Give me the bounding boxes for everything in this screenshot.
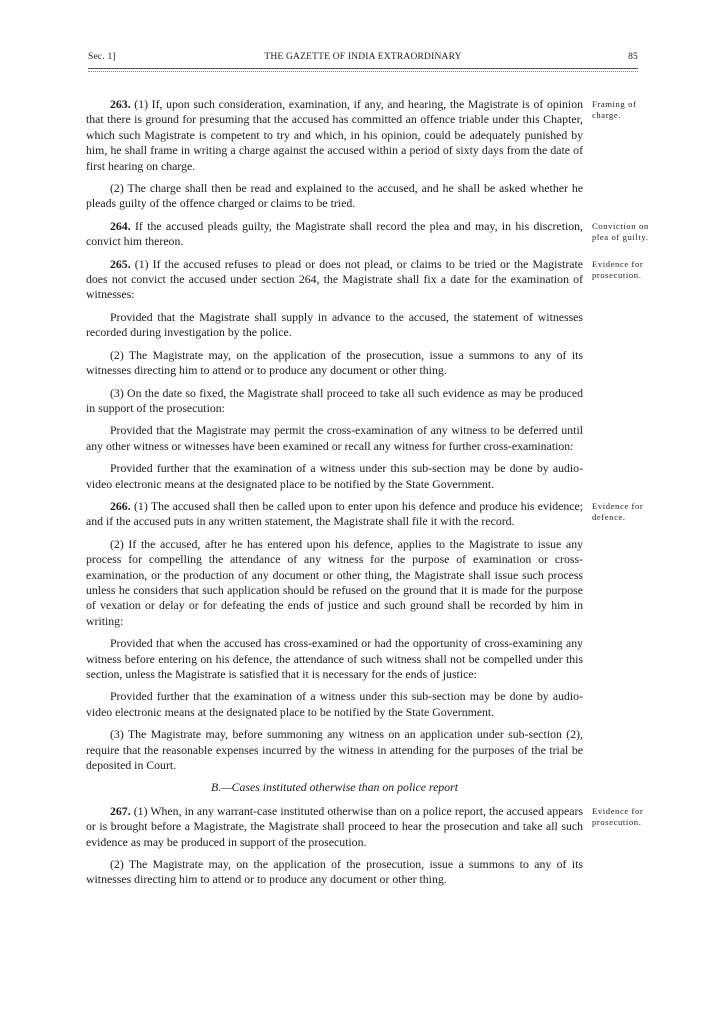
paragraph — [86, 636, 583, 682]
page-header — [88, 52, 638, 68]
page-number: 85 — [628, 52, 638, 62]
paragraph — [86, 310, 583, 341]
paragraph-text: If, upon such consideration, examination, if any, and hearing, the Magistrate is of opinion that there is ground for presuming that the accused has committed an offence triable under this Chapter, which such Magistrate is competent to try and which, in his opinion, could be adequately punished by him, he shall frame in writing a charge against the accused within a period of sixty days from the date of first hearing on charge. — [86, 97, 583, 173]
marginal-note: Evidence for prosecution. — [592, 259, 644, 280]
clause-number: (1) — [134, 498, 148, 513]
clause-number: (2) — [110, 347, 124, 362]
paragraph — [86, 537, 583, 629]
paragraph — [86, 97, 583, 174]
paragraph-text: When, in any warrant-case instituted otherwise than on a police report, the accused appears or is brought before a Magistrate, the Magistrate shall proceed to hear the prosecution and take all such evidence as may be produced in support of the prosecution. — [86, 803, 584, 849]
paragraph — [86, 348, 583, 379]
clause-number: (1) — [133, 803, 148, 818]
clause-number: (3) — [110, 727, 124, 742]
paragraph — [86, 689, 583, 720]
paragraph-text: On the date so fixed, the Magistrate shall proceed to take all such evidence as may be produced in support of the prosecution: — [86, 385, 583, 415]
paragraph — [86, 219, 583, 250]
clause-number: (2) — [110, 181, 124, 196]
paragraph — [86, 499, 583, 530]
paragraph — [86, 423, 583, 454]
paragraph — [86, 804, 583, 850]
section-number: 265. — [110, 256, 135, 271]
document-body — [86, 97, 583, 895]
paragraph-text: B.—Cases instituted otherwise than on police report — [211, 780, 458, 795]
paragraph-text: If the accused refuses to plead or does not plead, or claims to be tried or the Magistrate does not convict the accused under section 264, the Magistrate shall fix a date for the examination of witnesses: — [86, 256, 583, 302]
paragraph — [86, 386, 583, 417]
clause-number: (1) — [134, 256, 149, 271]
clause-number: (2) — [110, 857, 124, 872]
paragraph — [86, 461, 583, 492]
clause-number: (1) — [134, 97, 149, 111]
paragraph-text: If the accused pleads guilty, the Magistrate shall record the plea and may, in his discretion, convict him thereon. — [86, 218, 584, 249]
marginal-note: Conviction on plea of guilty. — [592, 221, 649, 242]
paragraph — [86, 727, 583, 773]
section-number: 266. — [110, 498, 134, 513]
clause-number: (2) — [110, 536, 124, 551]
paragraph-text: Provided further that the examination of a witness under this sub-section may be done by audio-video electronic means at the designated place to be notified by the State Government. — [86, 461, 583, 491]
paragraph — [86, 857, 583, 888]
marginal-note: Evidence for defence. — [592, 501, 644, 522]
paragraph-text: The accused shall then be called upon to enter upon his defence and produce his evidence; and if the accused puts in any written statement, the Magistrate shall file it with the record. — [86, 498, 584, 529]
header-dotted-rule — [88, 71, 638, 72]
paragraph — [86, 181, 583, 212]
paragraph-text: The Magistrate may, on the application of the prosecution, issue a summons to any of its witnesses directing him to attend or to produce any document or other thing. — [86, 857, 583, 887]
paragraph — [86, 257, 583, 303]
marginal-note: Evidence for prosecution. — [592, 806, 644, 827]
paragraph-text: The Magistrate may, before summoning any witness on an application under sub-section (2), require that the reasonable expenses incurred by the witness in attending for the purposes of the trial be deposited in Court. — [86, 727, 583, 773]
subheading — [86, 780, 583, 795]
header-rule — [88, 68, 638, 69]
section-number: 267. — [110, 803, 134, 818]
section-number: 263. — [110, 97, 135, 111]
section-label: Sec. 1] — [88, 52, 116, 62]
paragraph-text: Provided further that the examination of a witness under this sub-section may be done by audio-video electronic means at the designated place to be notified by the State Government. — [86, 689, 583, 719]
paragraph-text: The Magistrate may, on the application of the prosecution, issue a summons to any of its witnesses directing him to attend or to produce any document or other thing. — [86, 347, 583, 378]
section-number: 264. — [110, 218, 135, 233]
gazette-title: THE GAZETTE OF INDIA EXTRAORDINARY — [264, 52, 462, 62]
marginal-note: Framing of charge. — [592, 99, 637, 120]
paragraph-text: Provided that the Magistrate may permit the cross-examination of any witness to be deferred until any other witness or witnesses have been examined or recall any witness for further cross-examination: — [86, 423, 583, 453]
clause-number: (3) — [110, 385, 124, 400]
paragraph-text: Provided that the Magistrate shall supply in advance to the accused, the statement of witnesses recorded during investigation by the police. — [86, 309, 583, 340]
paragraph-text: If the accused, after he has entered upon his defence, applies to the Magistrate to issue any process for compelling the attendance of any witness for the purpose of examination or cross-examination, or the production of any document or other thing, the Magistrate shall issue such process unless he considers that such application should be refused on the ground that it is made for the purpose of vexation or delay or for defeating the ends of justice and such ground shall be recorded by him in writing: — [86, 536, 583, 628]
paragraph-text: The charge shall then be read and explained to the accused, and he shall be asked whether he pleads guilty of the offence charged or claims to be tried. — [86, 181, 583, 211]
paragraph-text: Provided that when the accused has cross-examined or had the opportunity of cross-examining any witness before entering on his defence, the attendance of such witness shall not be compelled under this section, unless the Magistrate is satisfied that it is necessary for the ends of justice: — [86, 636, 583, 681]
